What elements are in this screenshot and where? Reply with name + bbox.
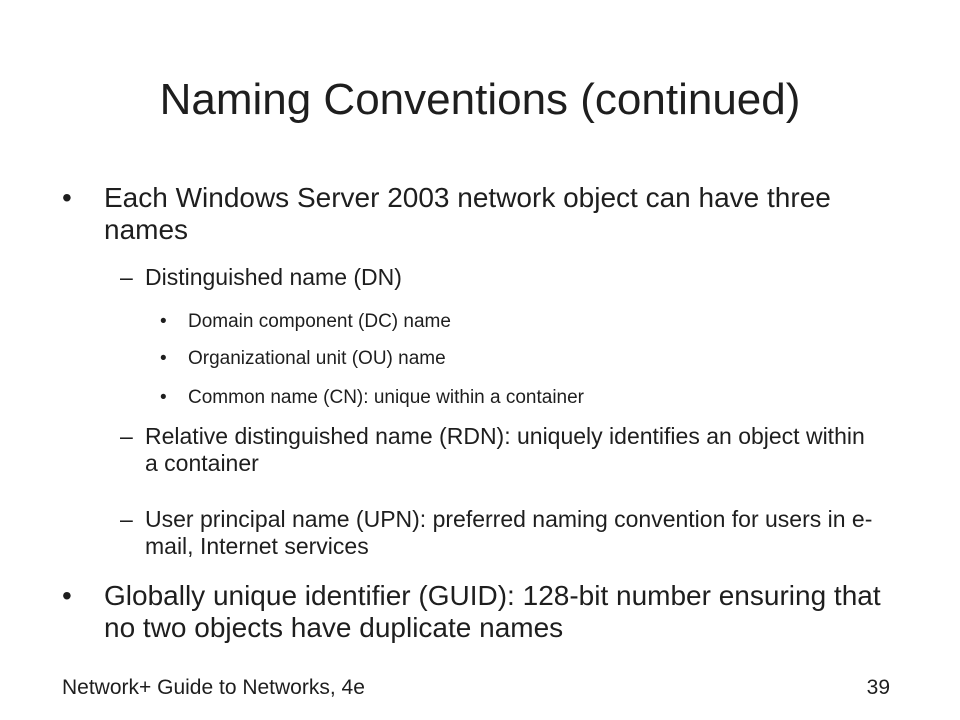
bullet-text: Distinguished name (DN): [145, 264, 402, 290]
bullet-guid: [62, 580, 902, 644]
footer-page-number: 39: [866, 676, 890, 699]
bullet-marker: •: [160, 348, 167, 369]
bullet-text: Domain component (DC) name: [188, 311, 451, 332]
bullet-text: User principal name (UPN): preferred naming convention for users in e-mail, Internet services: [145, 506, 873, 559]
bullet-marker: •: [160, 387, 167, 408]
bullet-distinguished-name: [120, 264, 880, 291]
dash-marker: –: [120, 506, 133, 532]
bullet-organizational-unit: [160, 347, 880, 371]
bullet-domain-component: [160, 310, 880, 334]
slide-title: Naming Conventions (continued): [159, 75, 801, 124]
bullet-marker: •: [62, 580, 72, 611]
dash-marker: –: [120, 264, 133, 290]
bullet-text: Common name (CN): unique within a container: [188, 387, 585, 408]
bullet-text: Globally unique identifier (GUID): 128-bit number ensuring that no two objects have duplicate names: [104, 580, 881, 643]
bullet-marker: •: [62, 182, 72, 213]
bullet-marker: •: [160, 311, 167, 332]
bullet-text: Each Windows Server 2003 network object can have three names: [104, 182, 831, 245]
bullet-three-names: [62, 182, 902, 246]
bullet-user-principal-name: [120, 506, 880, 560]
bullet-text: Organizational unit (OU) name: [188, 348, 446, 369]
bullet-text: Relative distinguished name (RDN): uniquely identifies an object within a container: [145, 423, 865, 476]
footer-book-title: Network+ Guide to Networks, 4e: [62, 676, 365, 699]
dash-marker: –: [120, 423, 133, 449]
bullet-common-name: [160, 386, 880, 410]
bullet-relative-distinguished-name: [120, 423, 880, 477]
